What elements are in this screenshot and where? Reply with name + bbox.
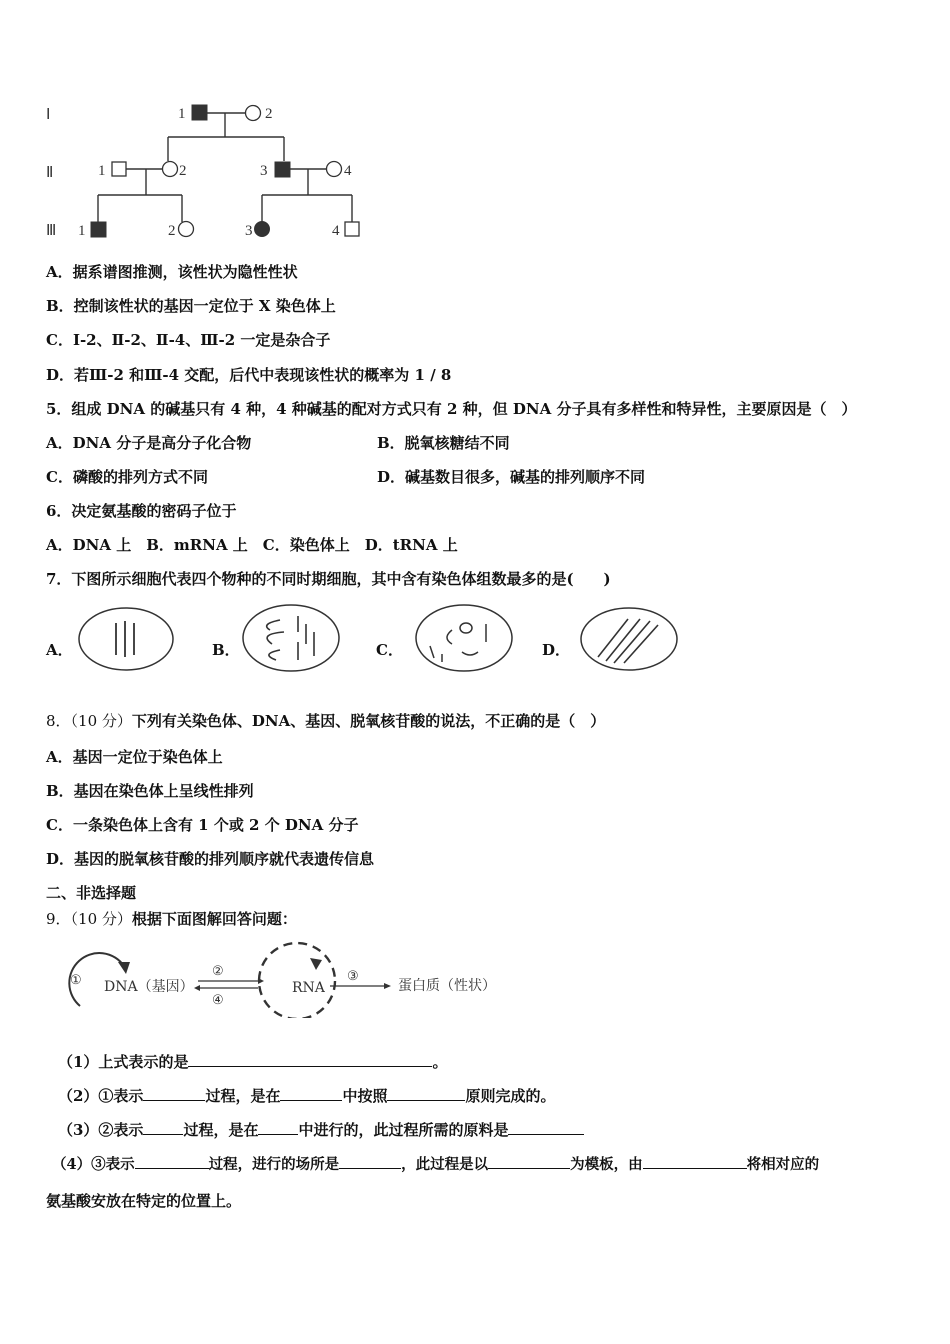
answer-blank-4c[interactable] — [488, 1154, 570, 1169]
pedigree-II2-label: 2 — [179, 163, 187, 179]
answer-blank-3b[interactable] — [258, 1120, 298, 1135]
pedigree-II1-label: 1 — [98, 163, 106, 179]
diagram-rna-label: RNA — [292, 980, 325, 996]
diagram-dna-label: DNA（基因） — [104, 979, 194, 995]
generation-label-2: Ⅱ — [46, 165, 54, 181]
central-dogma-diagram — [60, 938, 520, 1018]
q9-sub3: （3）②表示 过程，是在 中进行的，此过程所需的原料是 — [58, 1119, 584, 1140]
answer-blank-3c[interactable] — [508, 1120, 584, 1135]
diagram-circle-1: ① — [70, 973, 82, 988]
q9-sub2: （2）①表示 过程，是在 中按照 原则完成的。 — [58, 1087, 556, 1105]
section-heading: 二、非选择题 — [46, 884, 137, 902]
pedigree-III2-label: 2 — [168, 223, 176, 239]
q4-option-c: C．Ⅰ-2、Ⅱ-2、Ⅱ-4、Ⅲ-2 一定是杂合子 — [46, 331, 331, 349]
q8-score: （10 分） — [70, 712, 132, 730]
pedigree-III2-female — [179, 222, 194, 237]
q4-option-a: A．据系谱图推测，该性状为隐性性状 — [46, 263, 298, 281]
pedigree-II4-female — [327, 162, 342, 177]
q8-option-d: D．基因的脱氧核苷酸的排列顺序就代表遗传信息 — [46, 850, 375, 868]
diagram-circle-4: ④ — [212, 993, 224, 1008]
diagram-protein-label: 蛋白质（性状） — [398, 978, 496, 994]
q8-option-c: C．一条染色体上含有 1 个或 2 个 DNA 分子 — [46, 816, 359, 834]
q7-label-c: C． — [376, 641, 403, 659]
pedigree-II3-affected-male — [275, 162, 290, 177]
diagram-circle-3: ③ — [347, 969, 359, 984]
pedigree-III1-affected-male — [91, 222, 106, 237]
answer-blank-4a[interactable] — [135, 1154, 209, 1169]
diagram-circle-2: ② — [212, 964, 224, 979]
q7-cell-b — [240, 602, 342, 674]
q7-label-a: A． — [46, 641, 73, 659]
answer-blank-4b[interactable] — [339, 1154, 401, 1169]
pedigree-I2-label: 2 — [265, 106, 273, 122]
q5-option-b: B．脱氧核糖结不同 — [377, 434, 510, 452]
pedigree-III4-label: 4 — [332, 223, 340, 239]
q4-option-d: D．若Ⅲ-2 和Ⅲ-4 交配，后代中表现该性状的概率为 1 / 8 — [46, 366, 452, 384]
q6-options: A．DNA 上 B．mRNA 上 C．染色体上 D．tRNA 上 — [46, 536, 458, 554]
pedigree-II3-label: 3 — [260, 163, 268, 179]
q8-number: 8． — [46, 712, 71, 730]
pedigree-III4-male — [345, 222, 359, 236]
q9-sub4: （4）③表示 过程，进行的场所是 ，此过程是以 为模板，由 将相对应的 — [52, 1156, 820, 1173]
answer-blank-2c[interactable] — [387, 1086, 465, 1101]
q8-option-b: B．基因在染色体上呈线性排列 — [46, 782, 254, 800]
q8-option-a: A．基因一定位于染色体上 — [46, 748, 223, 766]
q7-cell-a — [76, 605, 176, 673]
pedigree-I1-label: 1 — [178, 106, 186, 122]
q9-sub1: （1）上式表示的是 。 — [58, 1053, 448, 1071]
generation-label-1: Ⅰ — [46, 107, 51, 123]
q5-option-c: C．磷酸的排列方式不同 — [46, 468, 208, 486]
pedigree-I2-female — [246, 106, 261, 121]
q9-score: （10 分） — [70, 910, 132, 928]
answer-blank-4d[interactable] — [643, 1154, 747, 1169]
q7-cell-c — [412, 602, 516, 674]
pedigree-II4-label: 4 — [344, 163, 352, 179]
answer-blank-2a[interactable] — [143, 1086, 205, 1101]
q9-stem: 根据下面图解回答问题： — [131, 910, 297, 928]
q9-stem-line — [46, 908, 297, 929]
q7-stem: 7．下图所示细胞代表四个物种的不同时期细胞，其中含有染色体组数最多的是( ) — [46, 570, 611, 588]
q7-cell-d — [578, 605, 680, 673]
generation-label-3: Ⅲ — [46, 223, 57, 239]
answer-blank-1[interactable] — [188, 1052, 432, 1067]
pedigree-III3-affected-female — [255, 222, 270, 237]
q5-stem: 5．组成 DNA 的碱基只有 4 种，4 种碱基的配对方式只有 2 种，但 DNA 分子具有多样性和特异性，主要原因是（ ） — [46, 400, 857, 418]
q4-option-b: B．控制该性状的基因一定位于 X 染色体上 — [46, 297, 336, 315]
answer-blank-2b[interactable] — [280, 1086, 342, 1101]
q5-option-a: A．DNA 分子是高分子化合物 — [46, 434, 252, 452]
q7-label-d: D． — [542, 641, 571, 659]
q8-stem: 下列有关染色体、DNA、基因、脱氧核苷酸的说法，不正确的是（ ） — [131, 712, 606, 730]
q9-sub4-cont: 氨基酸安放在特定的位置上。 — [46, 1192, 242, 1210]
q9-number: 9． — [46, 910, 71, 928]
q6-stem: 6．决定氨基酸的密码子位于 — [46, 502, 237, 520]
q7-label-b: B． — [212, 641, 240, 659]
pedigree-chart — [40, 95, 370, 245]
pedigree-III3-label: 3 — [245, 223, 253, 239]
answer-blank-3a[interactable] — [143, 1120, 183, 1135]
q8-stem-line — [46, 710, 605, 731]
pedigree-I1-affected-male — [192, 105, 207, 120]
q5-option-d: D．碱基数目很多，碱基的排列顺序不同 — [377, 468, 646, 486]
pedigree-II2-female — [163, 162, 178, 177]
pedigree-III1-label: 1 — [78, 223, 86, 239]
pedigree-II1-male — [112, 162, 126, 176]
